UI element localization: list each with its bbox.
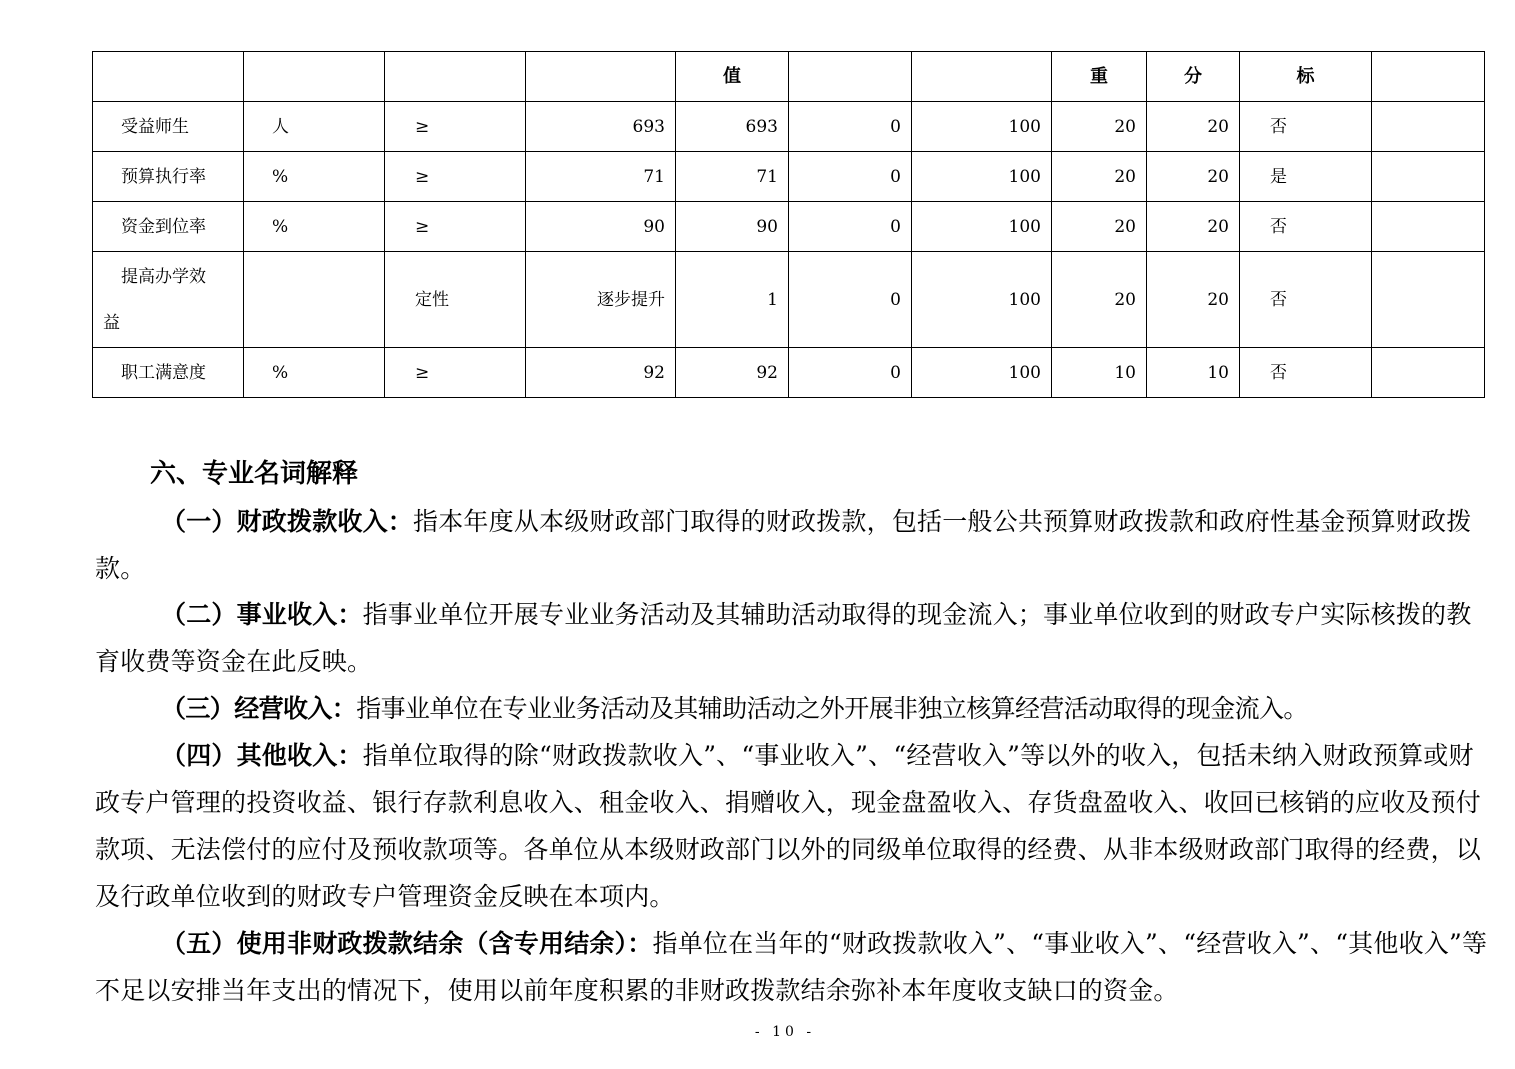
header-cell: 值: [676, 52, 789, 102]
weight-cell: 20: [1052, 252, 1147, 348]
unit-cell: [244, 252, 385, 348]
header-cell: [244, 52, 385, 102]
indicator-name-line: 益: [103, 312, 120, 333]
table-row: [93, 252, 1485, 348]
header-cell: [526, 52, 676, 102]
header-cell: [912, 52, 1052, 102]
definition-paragraph: [95, 920, 1490, 1014]
score-cell: 20: [1147, 152, 1240, 202]
value-cell: 100: [912, 152, 1052, 202]
definition-paragraph: [95, 685, 1490, 732]
indicator-name: 预算执行率: [93, 152, 244, 202]
definition-term: （三）经营收入：: [161, 694, 357, 723]
value-cell: 0: [789, 348, 912, 398]
actual-cell: 71: [676, 152, 789, 202]
definition-paragraph: [95, 591, 1490, 685]
flag-cell: 否: [1240, 102, 1372, 152]
definition-text: 指单位取得的除“财政拨款收入”、“事业收入”、“经营收入”等以外的收入，包括未纳入财政预算或财政专户管理的投资收益、银行存款利息收入、租金收入、捐赠收入，现金盘盈收入、存货盘盈收入、收回已核销的应收及预付款项、无法偿付的应付及预收款项等。各单位从本级财政部门以外的同级单位取得的经费、从非本级财政部门取得的经费，以及行政单位收到的财政专户管理资金反映在本项内。: [95, 741, 1482, 911]
target-cell: 71: [526, 152, 676, 202]
value-cell: 100: [912, 252, 1052, 348]
indicator-name: 资金到位率: [93, 202, 244, 252]
empty-cell: [1372, 152, 1485, 202]
actual-cell: 693: [676, 102, 789, 152]
header-cell: [93, 52, 244, 102]
section-heading: 六、专业名词解释: [150, 459, 359, 489]
actual-cell: 90: [676, 202, 789, 252]
definition-paragraph: [95, 498, 1490, 592]
header-cell: [1372, 52, 1485, 102]
indicator-name: 受益师生: [93, 102, 244, 152]
value-cell: 0: [789, 202, 912, 252]
unit-cell: %: [244, 202, 385, 252]
flag-cell: 否: [1240, 252, 1372, 348]
operator-cell: ≥: [385, 152, 526, 202]
flag-cell: 是: [1240, 152, 1372, 202]
weight-cell: 20: [1052, 202, 1147, 252]
actual-cell: 1: [676, 252, 789, 348]
target-cell: 92: [526, 348, 676, 398]
page-number: - 10 -: [754, 1024, 816, 1040]
weight-cell: 20: [1052, 102, 1147, 152]
value-cell: 100: [912, 348, 1052, 398]
table-row: [93, 202, 1485, 252]
value-cell: 100: [912, 202, 1052, 252]
score-cell: 20: [1147, 102, 1240, 152]
header-cell: [789, 52, 912, 102]
actual-cell: 92: [676, 348, 789, 398]
table-row: [93, 348, 1485, 398]
definition-text: 指事业单位开展专业业务活动及其辅助活动取得的现金流入；事业单位收到的财政专户实际核拨的教育收费等资金在此反映。: [95, 600, 1472, 676]
operator-cell: ≥: [385, 348, 526, 398]
operator-cell: ≥: [385, 102, 526, 152]
value-cell: 0: [789, 252, 912, 348]
header-cell: 重: [1052, 52, 1147, 102]
score-cell: 10: [1147, 348, 1240, 398]
table-row: [93, 102, 1485, 152]
operator-cell: ≥: [385, 202, 526, 252]
definition-paragraph: [95, 732, 1490, 920]
flag-cell: 否: [1240, 348, 1372, 398]
header-cell: 标: [1240, 52, 1372, 102]
definition-term: （一）财政拨款收入：: [161, 507, 414, 536]
header-cell: [385, 52, 526, 102]
target-cell: 逐步提升: [526, 252, 676, 348]
indicator-name: 职工满意度: [93, 348, 244, 398]
score-cell: 20: [1147, 252, 1240, 348]
value-cell: 0: [789, 152, 912, 202]
target-cell: 90: [526, 202, 676, 252]
empty-cell: [1372, 252, 1485, 348]
header-cell: 分: [1147, 52, 1240, 102]
empty-cell: [1372, 348, 1485, 398]
value-cell: 100: [912, 102, 1052, 152]
definition-term: （二）事业收入：: [161, 600, 363, 629]
empty-cell: [1372, 202, 1485, 252]
empty-cell: [1372, 102, 1485, 152]
value-cell: 0: [789, 102, 912, 152]
score-cell: 20: [1147, 202, 1240, 252]
weight-cell: 10: [1052, 348, 1147, 398]
flag-cell: 否: [1240, 202, 1372, 252]
definition-text: 指单位在当年的“财政拨款收入”、“事业收入”、“经营收入”、“其他收入”等不足以安排当年支出的情况下，使用以前年度积累的非财政拨款结余弥补本年度收支缺口的资金。: [95, 929, 1488, 1005]
unit-cell: %: [244, 348, 385, 398]
operator-cell: 定性: [385, 252, 526, 348]
target-cell: 693: [526, 102, 676, 152]
performance-table: [92, 51, 1485, 398]
weight-cell: 20: [1052, 152, 1147, 202]
indicator-name: [93, 252, 244, 348]
definition-term: （四）其他收入：: [161, 741, 363, 770]
table-header-row: [93, 52, 1485, 102]
table-row: [93, 152, 1485, 202]
definition-text: 指本年度从本级财政部门取得的财政拨款，包括一般公共预算财政拨款和政府性基金预算财政拨款。: [95, 507, 1472, 583]
indicator-name-line: 提高办学效: [121, 266, 206, 287]
definition-text: 指事业单位在专业业务活动及其辅助活动之外开展非独立核算经营活动取得的现金流入。: [356, 694, 1308, 723]
unit-cell: %: [244, 152, 385, 202]
definition-term: （五）使用非财政拨款结余（含专用结余）：: [161, 929, 653, 958]
unit-cell: 人: [244, 102, 385, 152]
